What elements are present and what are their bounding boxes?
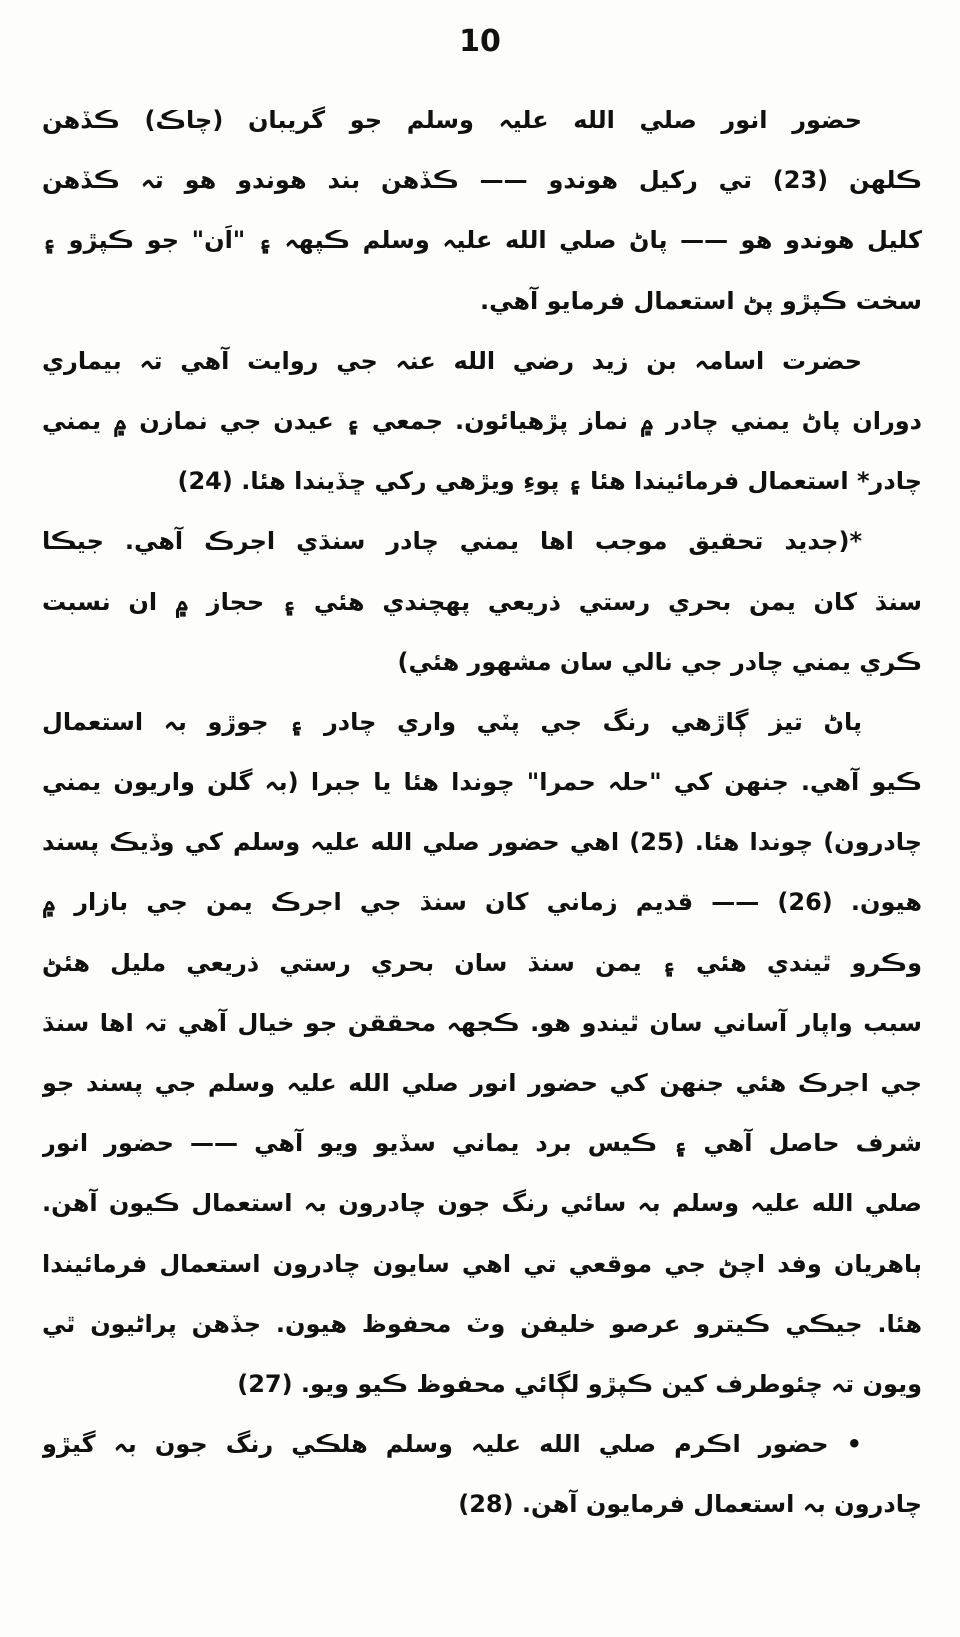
text-line: کليل هوندو هو —— پاڻ صلي الله عليہ وسلم ڪپهہ ۽ "اَن" جو ڪپڙو ۽ — [42, 226, 922, 255]
text-line: چادرون) چوندا هئا. (25) اهي حضور صلي الله عليہ وسلم کي وڏيڪ پسند — [42, 828, 922, 857]
text-line: سخت ڪپڙو پڻ استعمال فرمايو آهي. — [479, 286, 922, 315]
text-line: • حضور اڪرم صلي الله عليہ وسلم هلڪي رنگ جون بہ گيڙو — [42, 1430, 862, 1459]
text-line: ويون تہ چئوطرف کين ڪپڙو لڳائي محفوظ ڪيو ويو. (27) — [237, 1369, 922, 1398]
page-number: 10 — [459, 24, 501, 59]
text-line: سنڌ کان يمن بحري رستي ذريعي پهچندي هئي ۽ حجاز ۾ ان نسبت — [42, 587, 922, 616]
text-line: ڪلهن (23) تي رکيل هوندو —— ڪڏهن بند هوندو هو تہ ڪڏهن — [42, 166, 922, 195]
text-line: چادر* استعمال فرمائيندا هئا ۽ پوءِ ويڙهي رکي ڇڏيندا هئا. (24) — [177, 467, 922, 496]
text-line: هيون. (26) —— قديم زماني کان سنڌ جي اجرڪ يمن جي بازار ۾ — [42, 888, 922, 917]
text-line: صلي الله عليہ وسلم بہ سائي رنگ جون چادرون بہ استعمال ڪيون آهن. — [42, 1189, 922, 1218]
text-line: چادرون بہ استعمال فرمايون آهن. (28) — [458, 1490, 922, 1519]
text-line: هئا. جيڪي ڪيترو عرصو خليفن وٽ محفوظ هيون. جڏهن پراڻيون ٿي — [42, 1309, 922, 1338]
text-line: *(جديد تحقيق موجب اها يمني چادر سنڌي اجرڪ آهي. جيڪا — [42, 527, 862, 556]
text-line: دوران پاڻ يمني چادر ۾ نماز پڙهيائون. جمعي ۽ عيدن جي نمازن ۾ يمني — [42, 406, 922, 435]
text-line: سبب واپار آساني سان ٿيندو هو. ڪجهہ محققن جو خيال آهي تہ اها سنڌ — [42, 1008, 922, 1037]
text-line: وڪرو ٿيندي هئي ۽ يمن سنڌ سان بحري رستي ذريعي مليل هئڻ — [42, 948, 922, 977]
text-line: پاڻ تيز ڳاڙهي رنگ جي پٽي واري چادر ۽ جوڙو بہ استعمال — [42, 707, 862, 736]
text-line: حضرت اسامہ بن زيد رضي الله عنہ جي روايت آهي تہ بيماري — [42, 346, 862, 375]
text-line: ڪري يمني چادر جي نالي سان مشهور هئي) — [397, 647, 922, 676]
text-line: ٻاهريان وفد اچڻ جي موقعي تي اهي سايون چادرون استعمال فرمائيندا — [42, 1249, 922, 1278]
text-line: حضور انور صلي الله عليہ وسلم جو گريبان (چاڪ) ڪڏهن — [42, 106, 862, 134]
text-line: جي اجرڪ هئي جنهن کي حضور انور صلي الله عليہ وسلم جي پسند جو — [42, 1069, 922, 1097]
text-line: شرف حاصل آهي ۽ ڪيس برد يماني سڏيو ويو آهي —— حضور انور — [42, 1129, 922, 1158]
body-text — [42, 90, 922, 1535]
text-line: ڪيو آهي. جنهن کي "حلہ حمرا" چوندا هئا يا جبرا (بہ گلن واريون يمني — [42, 768, 922, 797]
